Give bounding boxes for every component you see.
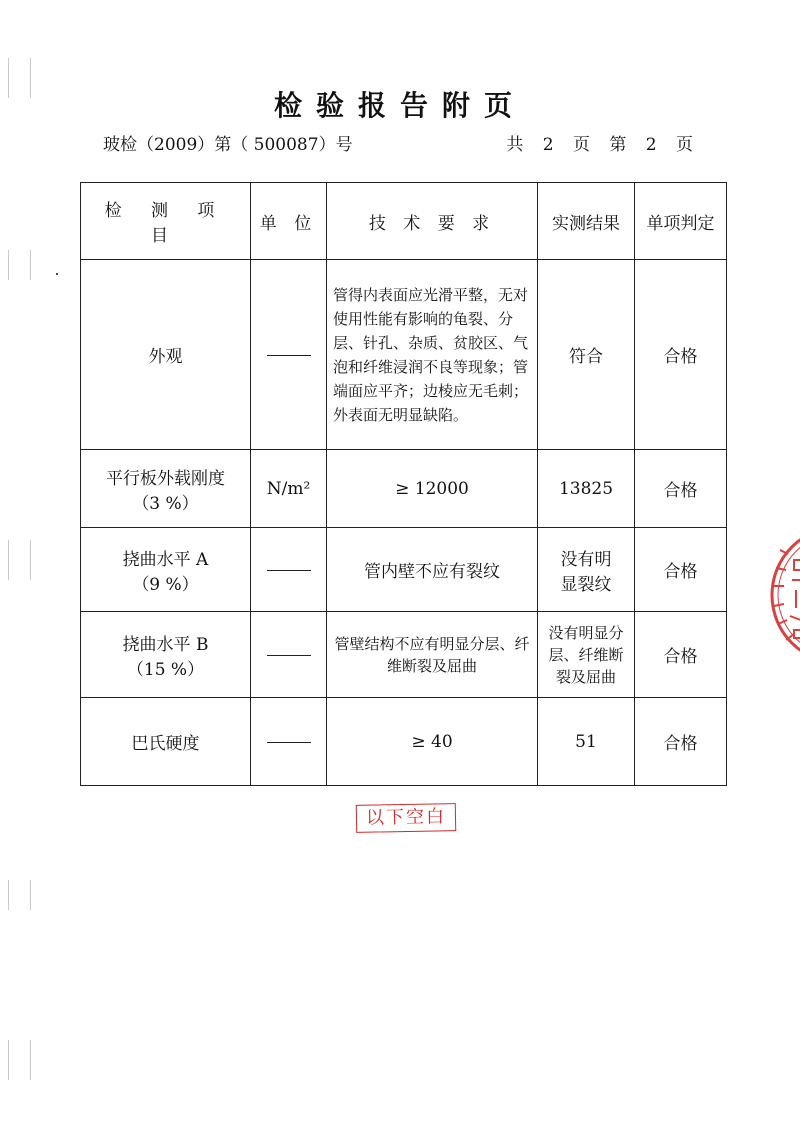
official-seal (760, 520, 800, 670)
cell-unit: N/m² (251, 450, 327, 528)
unit-dash (267, 570, 311, 571)
cell-requirement: ≥ 12000 (327, 450, 538, 528)
table-row (81, 698, 727, 786)
cell-item (81, 260, 251, 450)
table-row (81, 260, 727, 450)
item-name: 挠曲水平 A (122, 549, 209, 570)
unit-dash (267, 742, 311, 743)
cell-unit (251, 260, 327, 450)
item-condition: （3 %） (132, 493, 199, 514)
cell-result (538, 698, 635, 786)
result-line: 13825 (558, 478, 614, 499)
table-row (81, 612, 727, 698)
cell-requirement: 管内壁不应有裂纹 (327, 528, 538, 612)
table-row (81, 528, 727, 612)
result-line: 显裂纹 (560, 574, 612, 595)
item-name: 挠曲水平 B (122, 634, 209, 655)
column-header-result: 实测结果 (538, 183, 635, 260)
cell-item (81, 612, 251, 698)
column-header-unit: 单 位 (251, 183, 327, 260)
item-name: 平行板外载刚度 (106, 468, 225, 489)
cell-unit (251, 528, 327, 612)
report-subheader (103, 130, 703, 154)
cell-verdict: 合格 (635, 260, 727, 450)
item-condition: （15 %） (126, 659, 205, 680)
column-header-item: 检 测 项 目 (81, 183, 251, 260)
cell-unit (251, 612, 327, 698)
cell-result (538, 450, 635, 528)
cell-item (81, 528, 251, 612)
page-title: 检验报告附页 (273, 89, 526, 122)
table-header-row (81, 183, 727, 260)
cell-result (538, 528, 635, 612)
item-condition: （9 %） (132, 574, 199, 595)
table-row (81, 450, 727, 528)
column-header-requirement: 技 术 要 求 (327, 183, 538, 260)
cell-unit (251, 698, 327, 786)
result-line: 51 (575, 731, 597, 752)
result-line: 没有明显分 (548, 623, 624, 642)
result-line: 裂及屈曲 (555, 667, 616, 686)
cell-result (538, 260, 635, 450)
scan-edge-marks (0, 0, 44, 1132)
page-count: 共 2 页 第 2 页 (506, 135, 693, 155)
item-name: 巴氏硬度 (131, 734, 200, 754)
cell-requirement: ≥ 40 (327, 698, 538, 786)
item-name: 外观 (148, 347, 183, 367)
cell-requirement: 管壁结构不应有明显分层、纤维断裂及屈曲 (327, 612, 538, 698)
column-header-verdict: 单项判定 (635, 183, 727, 260)
inspection-table (80, 182, 727, 786)
result-line: 没有明 (560, 549, 612, 570)
unit-dash (267, 655, 311, 656)
cell-item (81, 450, 251, 528)
cell-verdict: 合格 (635, 698, 727, 786)
blank-below-stamp: 以下空白 (356, 803, 456, 833)
cell-verdict: 合格 (635, 450, 727, 528)
result-line: 符合 (569, 347, 603, 367)
cell-requirement: 管得内表面应光滑平整，无对使用性能有影响的龟裂、分层、针孔、杂质、贫胶区、气泡和纤维浸润不良等现象；管端面应平齐；边棱应无毛刺；外表面无明显缺陷。 (327, 260, 538, 450)
cell-verdict: 合格 (635, 528, 727, 612)
cell-verdict: 合格 (635, 612, 727, 698)
cell-item (81, 698, 251, 786)
unit-dash (267, 355, 311, 356)
scan-dot (56, 273, 58, 275)
result-line: 层、纤维断 (548, 645, 624, 664)
report-number: 玻检（2009）第（ 500087）号 (103, 135, 353, 155)
cell-result (538, 612, 635, 698)
